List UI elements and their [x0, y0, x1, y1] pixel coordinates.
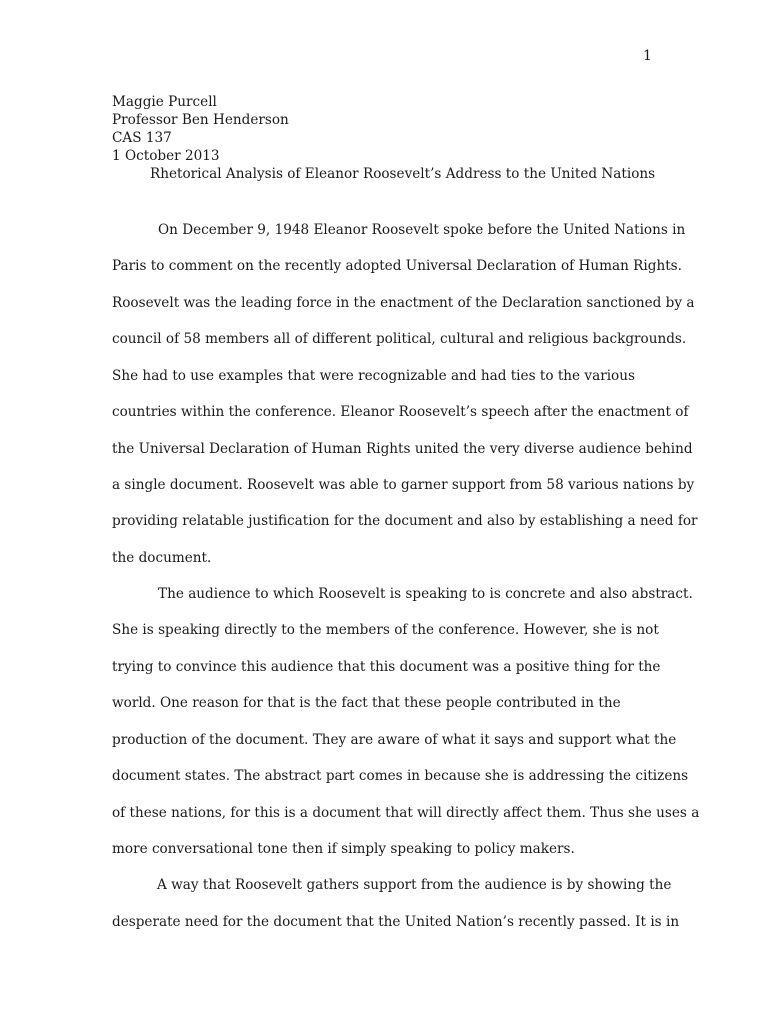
body-line: On December 9, 1948 Eleanor Roosevelt spoke before the United Nations in — [158, 222, 686, 238]
body-line: Roosevelt was the leading force in the enactment of the Declaration sanctioned by a — [112, 295, 695, 311]
professor-name: Professor Ben Henderson — [112, 112, 289, 128]
body-line: council of 58 members all of different political, cultural and religious backgrounds. — [112, 331, 687, 347]
body-line: more conversational tone then if simply speaking to policy makers. — [112, 841, 575, 857]
page-number: 1 — [643, 48, 652, 64]
document-title: Rhetorical Analysis of Eleanor Roosevelt’s Address to the United Nations — [150, 166, 656, 182]
body-line: providing relatable justification for the document and also by establishing a need for — [112, 513, 698, 529]
document-date: 1 October 2013 — [112, 148, 220, 164]
body-line: world. One reason for that is the fact that these people contributed in the — [112, 695, 621, 711]
body-line: production of the document. They are aware of what it says and support what the — [112, 732, 677, 748]
body-line: the Universal Declaration of Human Rights united the very diverse audience behind — [112, 441, 693, 457]
body-line: desperate need for the document that the United Nation’s recently passed. It is in — [112, 914, 680, 930]
body-line: She is speaking directly to the members of the conference. However, she is not — [112, 622, 659, 638]
body-line: of these nations, for this is a document that will directly affect them. Thus she uses a — [112, 805, 700, 821]
author-name: Maggie Purcell — [112, 94, 217, 110]
course-code: CAS 137 — [112, 130, 172, 146]
body-line: A way that Roosevelt gathers support from the audience is by showing the — [157, 877, 672, 893]
body-line: Paris to comment on the recently adopted Universal Declaration of Human Rights. — [112, 258, 682, 274]
body-line: the document. — [112, 550, 212, 566]
body-line: a single document. Roosevelt was able to garner support from 58 various nations by — [112, 477, 695, 493]
body-line: trying to convince this audience that this document was a positive thing for the — [112, 659, 661, 675]
body-line: She had to use examples that were recognizable and had ties to the various — [112, 368, 635, 384]
body-line: The audience to which Roosevelt is speaking to is concrete and also abstract. — [158, 586, 693, 602]
body-line: countries within the conference. Eleanor Roosevelt’s speech after the enactment of — [112, 404, 689, 420]
body-line: document states. The abstract part comes in because she is addressing the citizens — [112, 768, 689, 784]
